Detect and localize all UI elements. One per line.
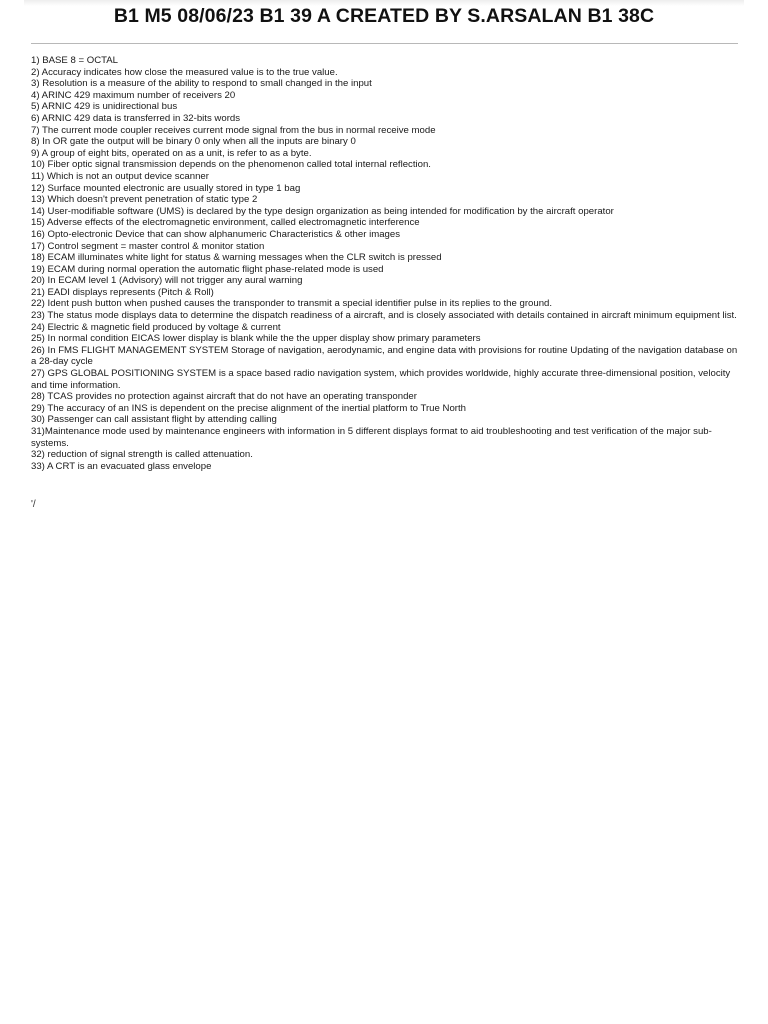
list-item: 9) A group of eight bits, operated on as a unit, is refer to as a byte. — [31, 147, 312, 159]
list-item: 6) ARNIC 429 data is transferred in 32-bits words — [31, 112, 241, 124]
list-item: 19) ECAM during normal operation the automatic flight phase-related mode is used — [31, 263, 384, 275]
list-item: 7) The current mode coupler receives current mode signal from the bus in normal receive mode — [31, 124, 436, 136]
list-item: 13) Which doesn't prevent penetration of static type 2 — [31, 194, 258, 206]
list-item: 16) Opto-electronic Device that can show alphanumeric Characteristics & other images — [31, 228, 400, 240]
list-item: 20) In ECAM level 1 (Advisory) will not trigger any aural warning — [31, 275, 303, 287]
list-item: 30) Passenger can call assistant flight by attending calling — [31, 414, 277, 426]
list-item: 4) ARINC 429 maximum number of receivers 20 — [31, 89, 236, 101]
list-item: 29) The accuracy of an INS is dependent on the precise alignment of the inertial platform to True North — [31, 402, 466, 414]
list-item: 18) ECAM illuminates white light for status & warning messages when the CLR switch is pressed — [31, 252, 442, 264]
list-item: 28) TCAS provides no protection against aircraft that do not have an operating transponder — [31, 391, 417, 403]
list-item: 10) Fiber optic signal transmission depends on the phenomenon called total internal reflection. — [31, 159, 431, 171]
list-item: 2) Accuracy indicates how close the measured value is to the true value. — [31, 66, 338, 78]
list-item: 14) User-modifiable software (UMS) is declared by the type design organization as being intended for modification by the aircraft operator — [31, 205, 614, 217]
list-item: 8) In OR gate the output will be binary 0 only when all the inputs are binary 0 — [31, 136, 356, 148]
list-item: 32) reduction of signal strength is called attenuation. — [31, 449, 253, 461]
list-item: 27) GPS GLOBAL POSITIONING SYSTEM is a space based radio navigation system, which provides worldwide, highly accurate three-dimensional position, velocity and time information. — [31, 368, 731, 391]
title-divider — [31, 43, 738, 44]
list-item: 23) The status mode displays data to determine the dispatch readiness of a aircraft, and is closely associated with details contained in aircraft minimum equipment list. — [31, 310, 737, 322]
list-item: 3) Resolution is a measure of the ability to respond to small changed in the input — [31, 78, 372, 90]
list-item: 15) Adverse effects of the electromagnetic environment, called electromagnetic interference — [31, 217, 420, 229]
list-item: 17) Control segment = master control & monitor station — [31, 240, 265, 252]
document-title: B1 M5 08/06/23 B1 39 A CREATED BY S.ARSALAN B1 38C — [113, 5, 655, 27]
list-item: 11) Which is not an output device scanner — [31, 170, 209, 182]
stray-mark: '/ — [31, 499, 36, 510]
list-item: 1) BASE 8 = OCTAL — [31, 55, 118, 66]
list-item: 22) Ident push button when pushed causes the transponder to transmit a special identifier pulse in its replies to the ground. — [31, 298, 553, 310]
list-item: 26) In FMS FLIGHT MANAGEMENT SYSTEM Storage of navigation, aerodynamic, and engine data with provisions for routine Updating of the navigation database on a 28-day cycle — [31, 344, 738, 368]
list-item: 12) Surface mounted electronic are usually stored in type 1 bag — [31, 182, 301, 194]
list-item: 24) Electric & magnetic field produced by voltage & current — [31, 321, 281, 333]
list-item: 5) ARNIC 429 is unidirectional bus — [31, 101, 178, 113]
list-item: 25) In normal condition EICAS lower display is blank while the the upper display show primary parameters — [31, 333, 481, 345]
list-item: 33) A CRT is an evacuated glass envelope — [31, 460, 212, 472]
list-item: 21) EADI displays represents (Pitch & Roll) — [31, 286, 214, 298]
list-item: 31)Maintenance mode used by maintenance engineers with information in 5 different displays format to aid troubleshooting and test verification of the major sub-systems. — [31, 426, 712, 449]
question-answer-list — [31, 55, 739, 472]
